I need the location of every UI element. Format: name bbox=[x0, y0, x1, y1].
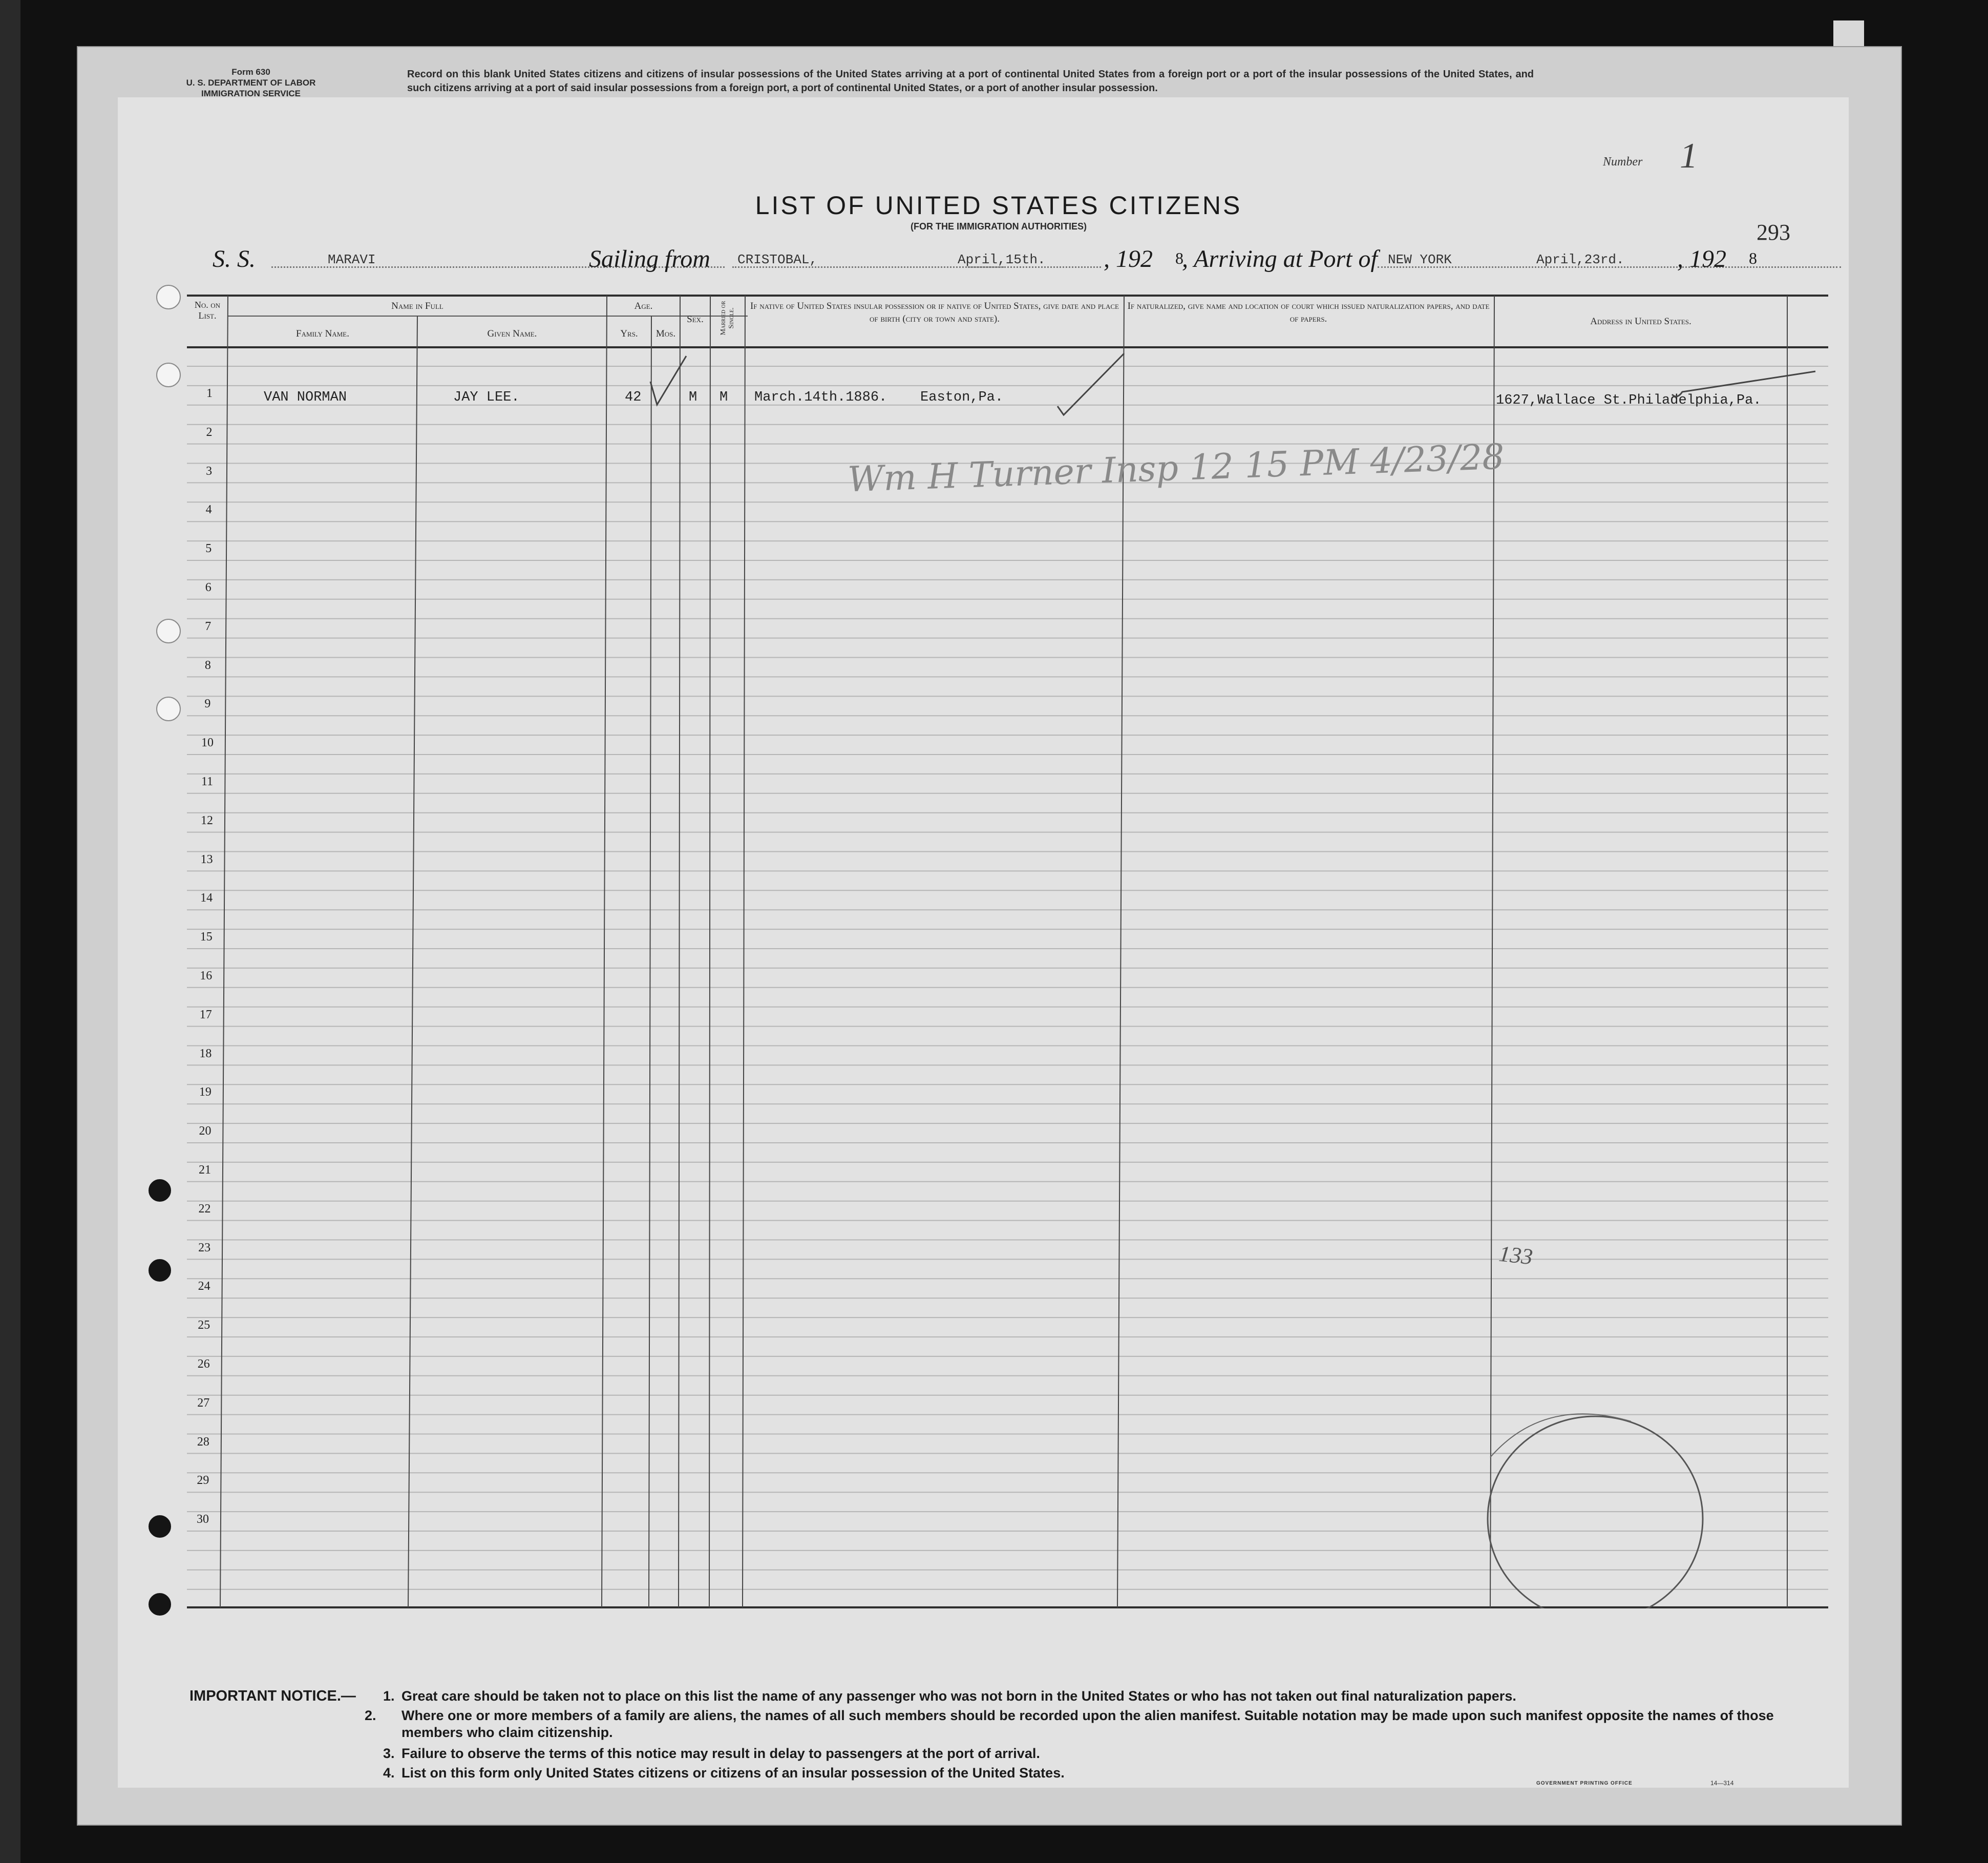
header-given-name: Given Name. bbox=[487, 328, 537, 339]
row-number: 10 bbox=[201, 736, 214, 750]
header-no-on-list: No. on List. bbox=[194, 300, 221, 321]
row-number: 18 bbox=[199, 1046, 212, 1060]
row-number: 26 bbox=[197, 1357, 210, 1371]
form-identifier bbox=[154, 67, 348, 99]
row-number: 16 bbox=[200, 969, 213, 982]
notice-item-text: Where one or more members of a family are aliens, the names of all such members should be recorded upon the alien manifest. Suitable notation may be made upon such manifest opposite the names of those members who claim citizenship. bbox=[401, 1708, 1774, 1740]
notice-item-3 bbox=[383, 1745, 1766, 1762]
notice-item-number: 3. bbox=[383, 1746, 395, 1761]
row-number: 29 bbox=[197, 1474, 209, 1488]
entry-family-name: VAN NORMAN bbox=[264, 390, 347, 405]
arrival-year-digit: 8 bbox=[1749, 249, 1757, 267]
notice-item-number: 2. bbox=[365, 1708, 376, 1723]
row-number: 14 bbox=[200, 891, 213, 905]
service-name: IMMIGRATION SERVICE bbox=[201, 89, 301, 98]
row-number: 28 bbox=[197, 1435, 209, 1449]
row-number: 30 bbox=[196, 1513, 209, 1526]
row-number: 9 bbox=[204, 697, 211, 711]
page-title: LIST OF UNITED STATES CITIZENS bbox=[755, 191, 1242, 220]
binder-hole bbox=[156, 619, 181, 643]
binder-hole bbox=[156, 285, 181, 309]
notice-item-4 bbox=[383, 1765, 1766, 1782]
margin-number: 133 bbox=[1497, 1241, 1534, 1270]
header-naturalized-info: If naturalized, give name and location of court which issued naturalization papers, and date of papers. bbox=[1127, 301, 1490, 324]
notice-item-number: 4. bbox=[383, 1765, 395, 1781]
header-age-mos: Mos. bbox=[655, 328, 676, 339]
arriving-label: , Arriving at Port of bbox=[1182, 245, 1378, 273]
row-number: 24 bbox=[198, 1280, 210, 1293]
row-number: 5 bbox=[205, 542, 212, 556]
binder-hole bbox=[149, 1593, 171, 1616]
entry-age-years: 42 bbox=[625, 390, 642, 405]
row-number: 13 bbox=[200, 852, 213, 866]
notice-item-text: Failure to observe the terms of this notice may result in delay to passengers at the port of arrival. bbox=[401, 1746, 1040, 1761]
row-number: 15 bbox=[200, 930, 213, 944]
form-number: Form 630 bbox=[231, 67, 270, 77]
header-address: Address in United States. bbox=[1590, 316, 1691, 327]
entry-birth-info: March.14th.1886. Easton,Pa. bbox=[754, 390, 1004, 405]
row-number: 6 bbox=[205, 581, 212, 594]
binder-hole bbox=[149, 1259, 171, 1282]
arrival-year-prefix: , 192 bbox=[1677, 245, 1726, 273]
row-number: 4 bbox=[205, 503, 212, 517]
ship-name: MARAVI bbox=[328, 252, 376, 267]
entry-address: 1627,Wallace St.Philadelphia,Pa. bbox=[1496, 393, 1762, 408]
header-sex: Sex. bbox=[687, 314, 704, 325]
sailing-year-digit: 8 bbox=[1175, 249, 1183, 267]
citizens-table bbox=[187, 295, 1828, 1608]
scan-left-margin bbox=[0, 0, 20, 1863]
row-number: 7 bbox=[205, 619, 212, 633]
form-code: 14—314 bbox=[1710, 1780, 1734, 1787]
sailing-date: April,15th. bbox=[958, 252, 1046, 267]
row-number: 11 bbox=[201, 775, 214, 788]
record-instructions: Record on this blank United States citizens and citizens of insular possessions of the United States arriving at a port of continental United States from a foreign port or a port of the insular possessions of the United States, and such citizens arriving at a port of said insular possessions from a foreign port, a port of continental United States, or a port of another insular possession. bbox=[407, 69, 1534, 94]
sailing-label: Sailing from bbox=[589, 245, 710, 273]
notice-item-text: List on this form only United States citizens or citizens of an insular possession of the United States. bbox=[401, 1765, 1065, 1781]
pencil-circle bbox=[187, 295, 1828, 1608]
sailing-port: CRISTOBAL, bbox=[737, 252, 818, 267]
row-number: 17 bbox=[199, 1008, 212, 1021]
sailing-year-prefix: , 192 bbox=[1104, 245, 1153, 273]
row-number: 19 bbox=[199, 1085, 212, 1099]
arrival-port: NEW YORK bbox=[1388, 252, 1452, 267]
binder-hole bbox=[156, 363, 181, 387]
department-name: U. S. DEPARTMENT OF LABOR bbox=[186, 78, 316, 88]
row-number: 1 bbox=[206, 387, 213, 400]
arrival-date: April,23rd. bbox=[1536, 252, 1624, 267]
number-value: 1 bbox=[1680, 136, 1698, 176]
row-number: 3 bbox=[206, 464, 213, 478]
ss-label: S. S. bbox=[213, 245, 256, 273]
header-married-or-single: Married or Single. bbox=[720, 301, 735, 336]
notice-label: IMPORTANT NOTICE.— bbox=[189, 1688, 356, 1704]
row-number: 8 bbox=[204, 658, 211, 672]
notice-item-text: Great care should be taken not to place on this list the name of any passenger who was not born in the United States or who has not taken out final naturalization papers. bbox=[401, 1688, 1516, 1704]
inspector-signature: Wm H Turner Insp 12 15 PM 4/23/28 bbox=[847, 436, 1505, 500]
row-number: 23 bbox=[198, 1241, 211, 1254]
row-number: 2 bbox=[206, 425, 213, 439]
row-number: 21 bbox=[199, 1163, 211, 1177]
entry-given-name: JAY LEE. bbox=[453, 390, 520, 405]
notice-item-number: 1. bbox=[383, 1688, 395, 1704]
page-subtitle: (FOR THE IMMIGRATION AUTHORITIES) bbox=[911, 221, 1087, 232]
notice-item-2 bbox=[365, 1707, 1784, 1741]
page-number: 293 bbox=[1757, 220, 1790, 245]
voyage-line bbox=[154, 245, 1757, 276]
header-family-name: Family Name. bbox=[296, 328, 349, 339]
binder-hole bbox=[156, 697, 181, 721]
printer-imprint: GOVERNMENT PRINTING OFFICE bbox=[1536, 1781, 1633, 1786]
header-native-info: If native of United States insular possession or if native of United States, give date and place of birth (city or town and state). bbox=[750, 301, 1119, 324]
binder-hole bbox=[149, 1515, 171, 1538]
row-number: 22 bbox=[198, 1202, 211, 1216]
header-age: Age. bbox=[634, 301, 653, 311]
notice-item-1 bbox=[383, 1688, 1766, 1705]
row-number: 20 bbox=[199, 1124, 212, 1138]
entry-marital-status: M bbox=[720, 390, 728, 405]
entry-sex: M bbox=[689, 390, 697, 405]
row-number: 25 bbox=[198, 1318, 210, 1332]
header-age-yrs: Yrs. bbox=[620, 328, 638, 339]
number-label: Number bbox=[1603, 155, 1643, 169]
binder-hole bbox=[149, 1179, 171, 1202]
row-number: 27 bbox=[197, 1396, 210, 1410]
pencil-circle-mark bbox=[1488, 1416, 1703, 1608]
row-number: 12 bbox=[201, 813, 214, 827]
header-name-in-full: Name in Full bbox=[391, 301, 443, 311]
